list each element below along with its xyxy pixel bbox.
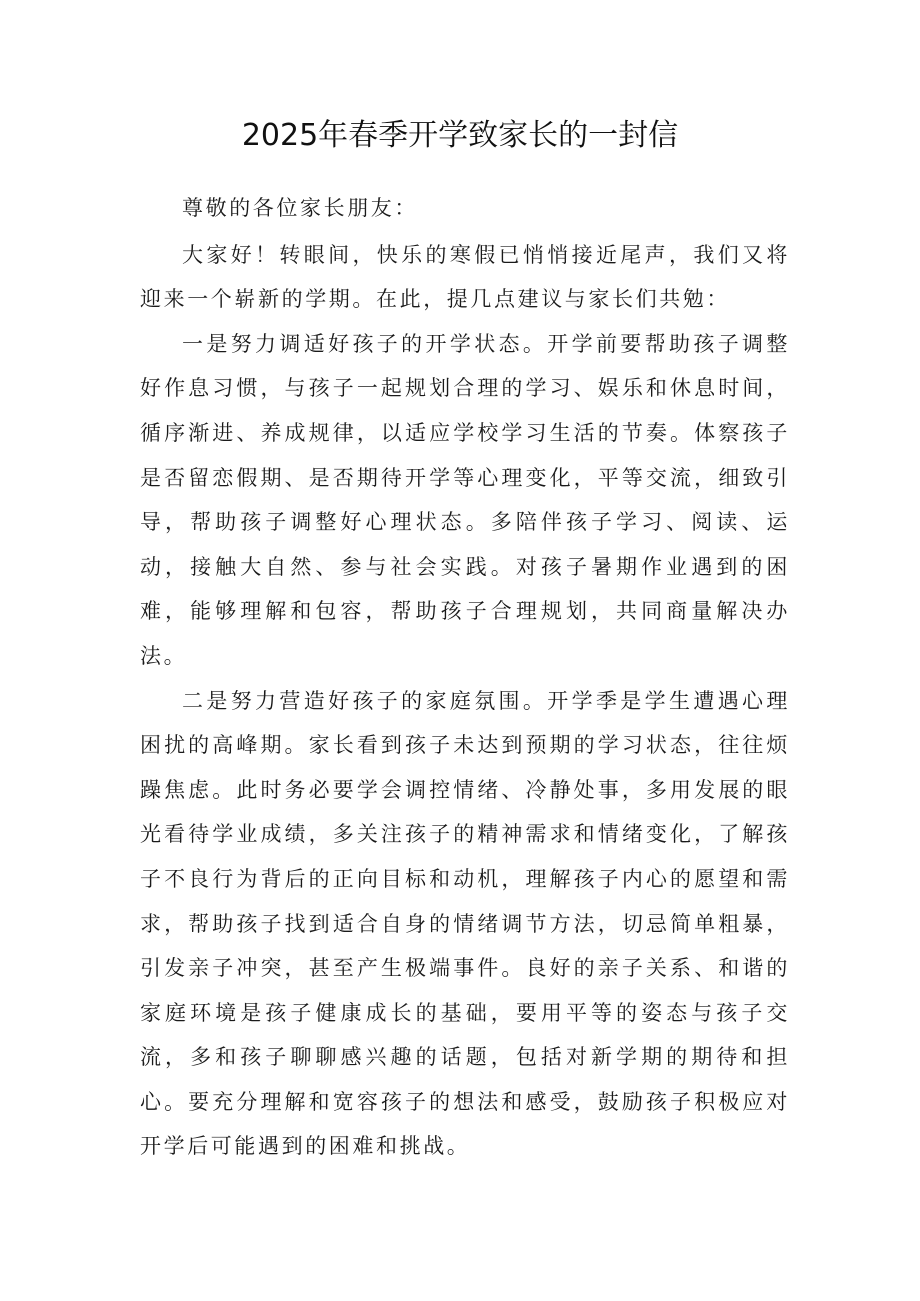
document-body	[140, 186, 790, 1169]
paragraph-point-one: 一是努力调适好孩子的开学状态。开学前要帮助孩子调整好作息习惯，与孩子一起规划合理的学习、娱乐和休息时间，循序渐进、养成规律，以适应学校学习生活的节奏。体察孩子是否留恋假期、是否期待开学等心理变化，平等交流，细致引导，帮助孩子调整好心理状态。多陪伴孩子学习、阅读、运动，接触大自然、参与社会实践。对孩子暑期作业遇到的困难，能够理解和包容，帮助孩子合理规划，共同商量解决办法。	[140, 331, 790, 668]
paragraph-greeting: 大家好！转眼间，快乐的寒假已悄悄接近尾声，我们又将迎来一个崭新的学期。在此，提几点建议与家长们共勉：	[140, 242, 790, 312]
salutation: 尊敬的各位家长朋友：	[182, 196, 418, 220]
document-title: 2025年春季开学致家长的一封信	[241, 118, 679, 153]
paragraph-point-two: 二是努力营造好孩子的家庭氛围。开学季是学生遭遇心理困扰的高峰期。家长看到孩子未达到预期的学习状态，往往烦躁焦虑。此时务必要学会调控情绪、冷静处事，多用发展的眼光看待学业成绩，多关注孩子的精神需求和情绪变化，了解孩子不良行为背后的正向目标和动机，理解孩子内心的愿望和需求，帮助孩子找到适合自身的情绪调节方法，切忌简单粗暴，引发亲子冲突，甚至产生极端事件。良好的亲子关系、和谐的家庭环境是孩子健康成长的基础，要用平等的姿态与孩子交流，多和孩子聊聊感兴趣的话题，包括对新学期的期待和担心。要充分理解和宽容孩子的想法和感受，鼓励孩子积极应对开学后可能遇到的困难和挑战。	[140, 688, 790, 1159]
